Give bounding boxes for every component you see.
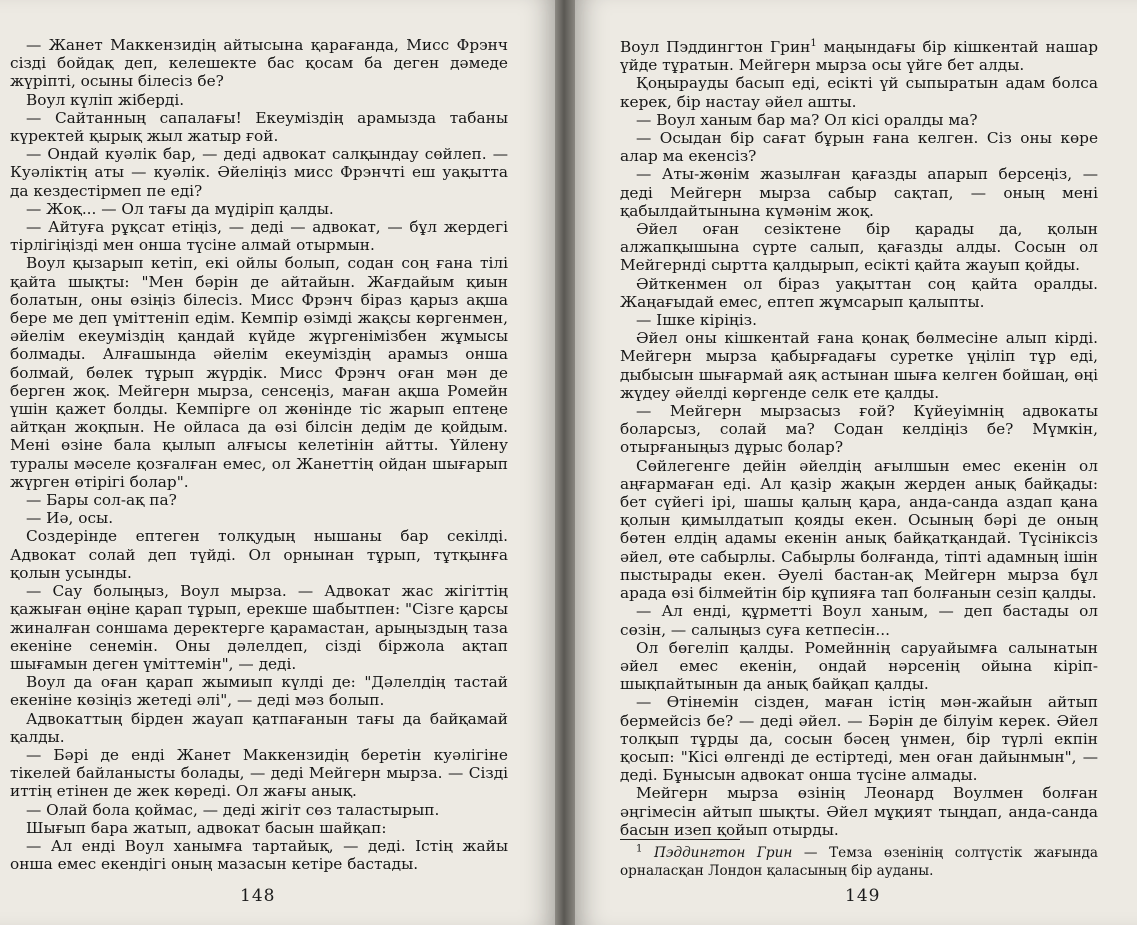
paragraph: — Өтінемін сізден, маған істің мән-жайын айтып бермейсіз бе? — деді әйел. — Бәрін де білуім керек. Әйел толқып тұрды да, сосын бәсең үнмен, бір түрлі екпін қосып: "Кісі өлгенді де естіртеді, мен оған дайынмын", — деді. Бұнысын адвокат онша түсіне алмады. bbox=[620, 693, 1098, 785]
paragraph: Шығып бара жатып, адвокат басын шайқап: bbox=[26, 818, 387, 837]
paragraph: — Мейгерн мырзасыз ғой? Күйеуімнің адвокаты боларсыз, солай ма? Содан келдіңіз бе? Мүмкін, отырғаныңыз дұрыс болар? bbox=[620, 402, 1098, 457]
footnote-term: Пэддингтон Грин bbox=[653, 845, 793, 861]
left-page bbox=[0, 0, 555, 925]
footnote-marker: 1 bbox=[636, 843, 643, 855]
paragraph: — Осыдан бір сағат бұрын ғана келген. Сіз оны көре алар ма екенсіз? bbox=[620, 129, 1098, 166]
paragraph: — Бәрі де енді Жанет Маккензидің беретін куәлігіне тікелей байланысты болады, — деді Мейгерн мырза. — Сізді иттің етінен де жек көреді. Ол жағы анық. bbox=[10, 745, 508, 801]
paragraph: Воул да оған қарап жымиып күлді де: "Дәлелдің тастай екеніне көзіңіз жетеді әлі", — деді мәз болып. bbox=[10, 673, 508, 710]
paragraph: — Сайтанның сапалағы! Екеуміздің арамызда табаны күректей қырық жыл жатыр ғой. bbox=[10, 108, 508, 146]
footnote bbox=[620, 844, 1098, 880]
footnote-reference: 1 bbox=[810, 37, 817, 49]
paragraph: — Айтуға рұқсат етіңіз, — деді — адвокат, — бұл жердегі тірлігіңізді мен онша түсіне алмай отырмын. bbox=[10, 218, 508, 255]
paragraph: Сөйлегенге дейін әйелдің ағылшын емес екенін ол аңғармаған еді. Ал қазір жақын жерден анық байқады: бет сүйегі ірі, шашы қалың қара, анда-санда аздап қана қолын қимылдатып қояды екен. Осының бәрі де оның бөтен елдің адамы екенін анық байқатқандай. Түсініксіз әйел, өте сабырлы. Сабырлы болғанда, тіпті адамның ішін пыстырады екен. Әуелі бастан-ақ Мейгерн мырза бұл арада өзі білмейтін бір құпияға тап болғанын сезіп қалды. bbox=[620, 456, 1098, 603]
paragraph bbox=[620, 38, 1098, 74]
page-number-right: 149 bbox=[845, 886, 881, 906]
paragraph: — Иә, осы. bbox=[26, 509, 114, 528]
paragraph: — Сау болыңыз, Воул мырза. — Адвокат жас жігіттің қажыған өңіне қарап тұрып, ерекше шабытпен: "Сізге қарсы жиналған соншама деректерге қарамастан, арыңыздың таза екеніне сенемін. Оны дәлелдеп, сізді біржола ақтап шығамын деген үміттемін", — деді. bbox=[10, 582, 508, 673]
book-gutter bbox=[555, 0, 575, 925]
paragraph-start: Воул Пэддингтон Грин bbox=[620, 38, 811, 56]
paragraph: Адвокаттың бірден жауап қатпағанын тағы да байқамай қалды. bbox=[10, 709, 508, 746]
footnote-text: — Темза өзенінің солтүстік жағында орналасқан Лондон қаласының бір ауданы. bbox=[620, 845, 1098, 879]
paragraph: — Олай бола қоймас, — деді жігіт сөз таластырып. bbox=[26, 800, 440, 819]
paragraph: Мейгерн мырза өзінің Леонард Воулмен болған әңгімесін айтып шықты. Әйел мұқият тыңдап, анда-санда басын изеп қойып отырды. bbox=[620, 784, 1098, 839]
paragraph: Ол бөгеліп қалды. Ромейннің саруайымға салынатын әйел емес екенін, ондай нәрсенің ойына кіріп-шықпайтынын да анық байқап қалды. bbox=[620, 638, 1098, 694]
left-page-text bbox=[10, 36, 508, 873]
paragraph: Әйткенмен ол біраз уақыттан соң қайта оралды. Жаңағыдай емес, ептеп жұмсарып қалыпты. bbox=[620, 274, 1098, 311]
paragraph: Воул қызарып кетіп, екі ойлы болып, содан соң ғана тілі қайта шықты: "Мен бәрін де айтайын. Жағдайым қиын болатын, оны өзіңіз білесіз. Мисс Фрэнч біраз қарыз ақша бере ме деп үміттеніп едім. Кемпір өзімді жақсы көргенмен, әйелім екеуміздің қандай күйде жүргенімізбен жұмысы болмады. Алғашында әйелім екеуміздің арамыз онша болмай, бөлек тұрып жүрдік. Мисс Фрэнч оған мән де берген жоқ. Мейгерн мырза, сенсеңіз, маған ақша Ромейн үшін қажет болды. Кемпірге ол жөнінде тіс жарып ептеңе айтқан жоқпын. Не ойласа да өзі білсін дедім де қойдым. Мені өзіне бала қылып алғысы келетінін айтты. Үйлену туралы мәселе қозғалған емес, ол Жанеттің ойдан шығарып жүрген өтірігі болар". bbox=[10, 254, 508, 491]
paragraph: — Жоқ... — Ол тағы да мүдіріп қалды. bbox=[26, 199, 334, 218]
paragraph: Воул күліп жіберді. bbox=[26, 90, 185, 109]
paragraph: — Аты-жөнім жазылған қағазды апарып берсеңіз, — деді Мейгерн мырза сабыр сақтап, — оның мені қабылдайтынына күмәнім жоқ. bbox=[620, 165, 1098, 220]
paragraph: — Ондай куәлік бар, — деді адвокат салқындау сөйлеп. — Куәліктің аты — куәлік. Әйеліңіз мисс Фрэнчті еш уақытта да кездестірмеп пе еді? bbox=[10, 145, 508, 200]
paragraph: Қоңырауды басып еді, есікті үй сыпыратын адам болса керек, бір настау әйел ашты. bbox=[620, 74, 1098, 111]
paragraph: Әйел оған сезіктене бір қарады да, қолын алжапқышына сүрте салып, қағазды алды. Сосын ол Мейгернді сыртта қалдырып, есікті қайта жауып қойды. bbox=[620, 220, 1098, 275]
right-page-text bbox=[620, 38, 1098, 839]
footnote-divider bbox=[620, 839, 740, 840]
paragraph: — Жанет Маккензидің айтысына қарағанда, Мисс Фрэнч сізді бойдақ деп, келешекте бас қосам ба деген дәмеде жүріпті, осыны білесіз бе? bbox=[10, 36, 508, 91]
paragraph: — Бары сол-ақ па? bbox=[26, 491, 177, 510]
paragraph: — Ішке кіріңіз. bbox=[636, 311, 757, 330]
right-page bbox=[575, 0, 1137, 925]
paragraph: Создерінде ептеген толқудың нышаны бар секілді. Адвокат солай деп түйді. Ол орнынан тұрып, тұтқынға қолын усынды. bbox=[10, 527, 508, 582]
paragraph: Әйел оны кішкентай ғана қонақ бөлмесіне алып кірді. Мейгерн мырза қабырғадағы суретке үңіліп тұр еді, дыбысын шығармай аяқ астынан шыға келген бойшаң, өңі жүдеу әйелді көргенде селк ете қалды. bbox=[620, 329, 1099, 402]
paragraph: — Ал енді, құрметті Воул ханым, — деп бастады ол сөзін, — салыңыз суға кетпесін... bbox=[620, 602, 1098, 639]
page-number-left: 148 bbox=[240, 886, 276, 906]
paragraph-rest: маңындағы бір кішкентай нашар үйде тұратын. Мейгерн мырза осы үйге бет алды. bbox=[620, 38, 1098, 75]
paragraph: — Воул ханым бар ма? Ол кісі оралды ма? bbox=[636, 110, 978, 129]
paragraph: — Ал енді Воул ханымға тартайық, — деді. Істің жайы онша емес екендігі оның мазасын кетіре бастады. bbox=[10, 836, 508, 874]
